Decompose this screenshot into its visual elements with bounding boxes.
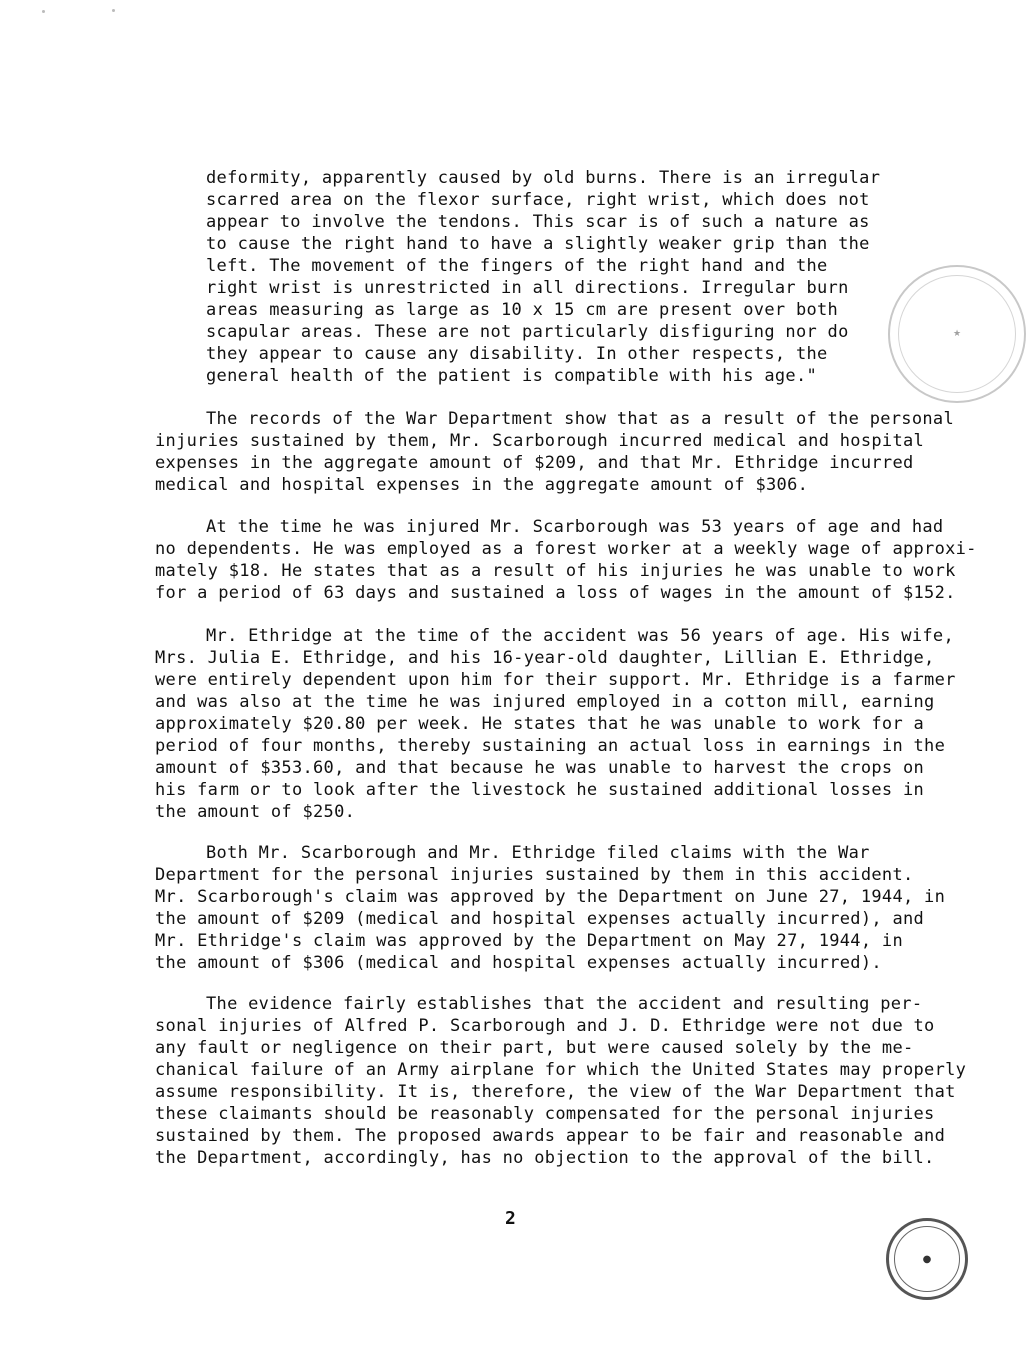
quote-line: general health of the patient is compatible with his age." — [206, 366, 818, 386]
quote-line: right wrist is unrestricted in all directions. Irregular burn — [206, 278, 849, 298]
paragraph-line: these claimants should be reasonably compensated for the personal injuries — [155, 1104, 935, 1124]
paragraph-conclusion — [155, 993, 995, 1169]
paragraph-line: injuries sustained by them, Mr. Scarborough incurred medical and hospital — [155, 431, 925, 451]
stamp-ring — [898, 275, 1016, 393]
paragraph-line: Mr. Ethridge at the time of the accident was 56 years of age. His wife, — [206, 626, 954, 646]
paragraph-line: sonal injuries of Alfred P. Scarborough and J. D. Ethridge were not due to — [155, 1016, 935, 1036]
paragraph-line: the amount of $209 (medical and hospital expenses actually incurred), and — [155, 909, 925, 929]
archives-stamp — [888, 265, 1026, 403]
paragraph-medical-expenses — [155, 408, 995, 496]
paragraph-claims — [155, 842, 995, 974]
paragraph-line: for a period of 63 days and sustained a loss of wages in the amount of $152. — [155, 583, 956, 603]
paragraph-line: Department for the personal injuries sustained by them in this accident. — [155, 865, 914, 885]
paragraph-line: period of four months, thereby sustaining an actual loss in earnings in the — [155, 736, 946, 756]
quote-line: appear to involve the tendons. This scar is of such a nature as — [206, 212, 870, 232]
nara-stamp — [886, 1218, 968, 1300]
paragraph-line: Mrs. Julia E. Ethridge, and his 16-year-old daughter, Lillian E. Ethridge, — [155, 648, 935, 668]
paragraph-line: Mr. Scarborough's claim was approved by the Department on June 27, 1944, in — [155, 887, 946, 907]
paragraph-line: sustained by them. The proposed awards appear to be fair and reasonable and — [155, 1126, 946, 1146]
paragraph-line: At the time he was injured Mr. Scarborough was 53 years of age and had — [206, 517, 944, 537]
nara-stamp-mark: ● — [922, 1253, 932, 1265]
paragraph-ethridge — [155, 625, 995, 823]
paragraph-line: approximately $20.80 per week. He states that he was unable to work for a — [155, 714, 925, 734]
paragraph-line: the amount of $250. — [155, 802, 356, 822]
paragraph-line: medical and hospital expenses in the aggregate amount of $306. — [155, 475, 809, 495]
paragraph-line: chanical failure of an Army airplane for which the United States may properly — [155, 1060, 967, 1080]
paragraph-line: Mr. Ethridge's claim was approved by the Department on May 27, 1944, in — [155, 931, 903, 951]
paragraph-line: amount of $353.60, and that because he was unable to harvest the crops on — [155, 758, 925, 778]
paragraph-scarborough — [155, 516, 995, 604]
paragraph-line: Both Mr. Scarborough and Mr. Ethridge filed claims with the War — [206, 843, 870, 863]
paragraph-line: expenses in the aggregate amount of $209, and that Mr. Ethridge incurred — [155, 453, 914, 473]
paragraph-line: The records of the War Department show that as a result of the personal — [206, 409, 954, 429]
paragraph-line: the amount of $306 (medical and hospital expenses actually incurred). — [155, 953, 882, 973]
stamp-ring — [894, 1226, 960, 1292]
paragraph-line: no dependents. He was employed as a forest worker at a weekly wage of approxi- — [155, 539, 977, 559]
quote-line: to cause the right hand to have a slightly weaker grip than the — [206, 234, 870, 254]
paragraph-line: any fault or negligence on their part, but were caused solely by the me- — [155, 1038, 914, 1058]
quote-line: deformity, apparently caused by old burns. There is an irregular — [206, 168, 881, 188]
paragraph-line: and was also at the time he was injured employed in a cotton mill, earning — [155, 692, 935, 712]
paragraph-line: assume responsibility. It is, therefore, the view of the War Department that — [155, 1082, 956, 1102]
paragraph-line: The evidence fairly establishes that the accident and resulting per- — [206, 994, 923, 1014]
paragraph-line: mately $18. He states that as a result of his injuries he was unable to work — [155, 561, 956, 581]
paragraph-line: were entirely dependent upon him for their support. Mr. Ethridge is a farmer — [155, 670, 956, 690]
quoted-medical-report — [206, 167, 906, 387]
paragraph-line: his farm or to look after the livestock he sustained additional losses in — [155, 780, 925, 800]
quote-line: areas measuring as large as 10 x 15 cm are present over both — [206, 300, 839, 320]
archives-stamp-mark: ★ — [952, 328, 962, 339]
paragraph-line: the Department, accordingly, has no objection to the approval of the bill. — [155, 1148, 935, 1168]
scan-speck — [112, 9, 115, 12]
page-number: 2 — [505, 1208, 516, 1229]
quote-line: scarred area on the flexor surface, right wrist, which does not — [206, 190, 870, 210]
scan-speck — [42, 10, 45, 13]
quote-line: scapular areas. These are not particularly disfiguring nor do — [206, 322, 849, 342]
quote-line: left. The movement of the fingers of the right hand and the — [206, 256, 828, 276]
quote-line: they appear to cause any disability. In other respects, the — [206, 344, 828, 364]
